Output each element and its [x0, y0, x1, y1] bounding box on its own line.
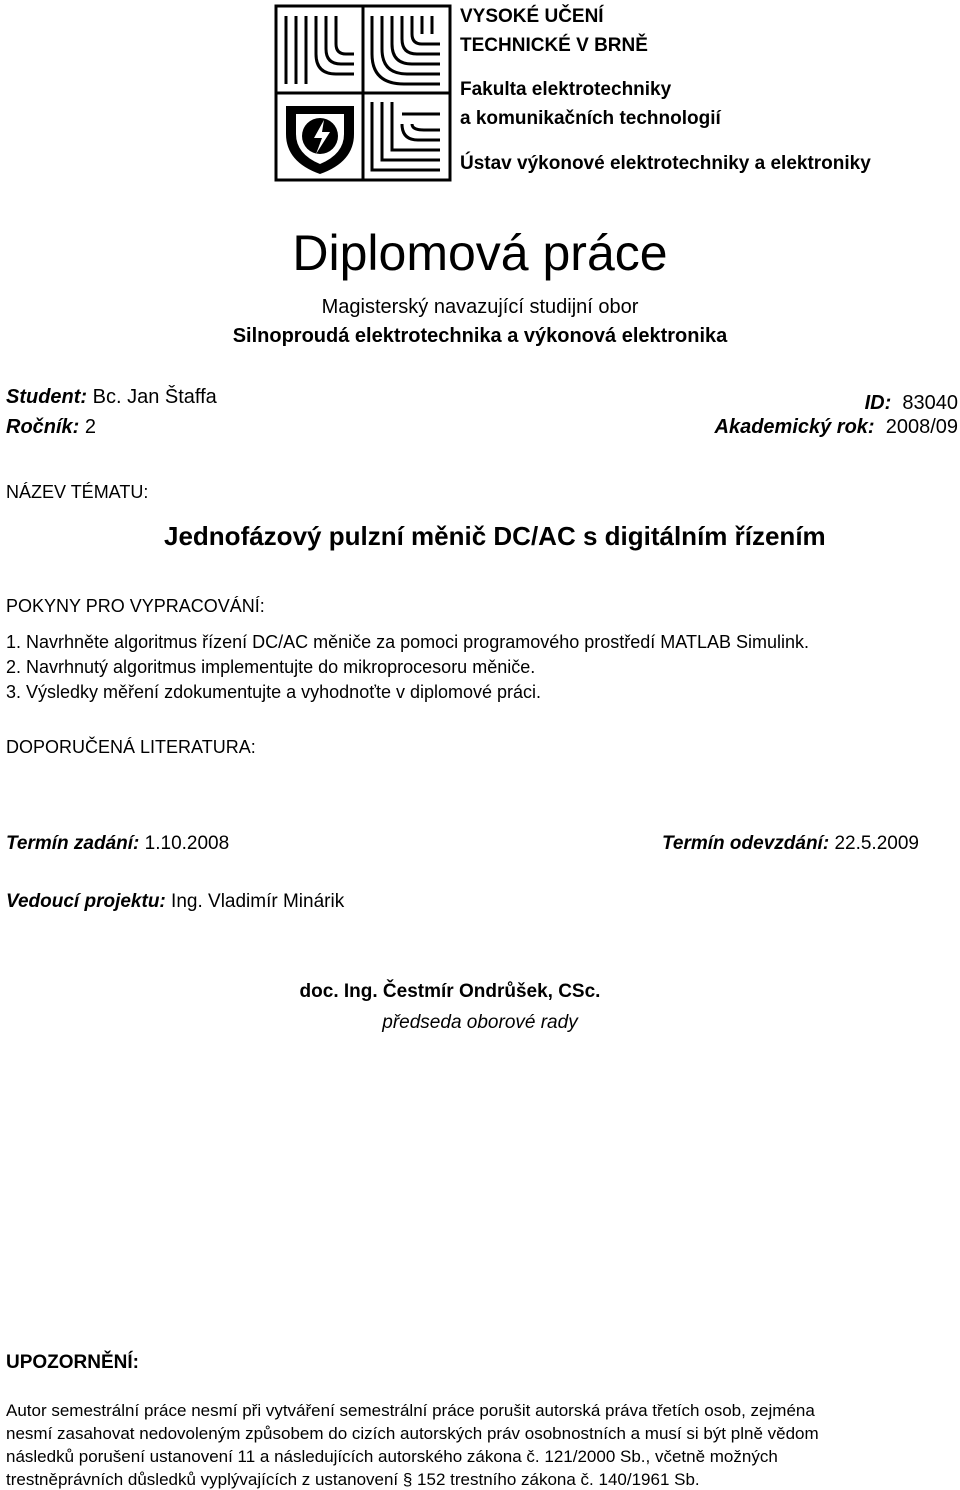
chair-name: doc. Ing. Čestmír Ondrůšek, CSc.: [299, 981, 601, 1002]
institute-name: Ústav výkonové elektrotechniky a elektroniky: [460, 153, 871, 174]
field-name: Silnoproudá elektrotechnika a výkonová elektronika: [232, 325, 728, 347]
assigned-date-value: 1.10.2008: [144, 833, 230, 854]
supervisor-row: [6, 891, 344, 913]
notice-label: UPOZORNĚNÍ:: [6, 1352, 139, 1373]
topic-label: NÁZEV TÉMATU:: [6, 482, 149, 502]
notice-line: nesmí zasahovat nedovoleným způsobem do cizích autorských práv osobnostních a musí si být plně vědom: [6, 1424, 819, 1443]
topic-title: Jednofázový pulzní měnič DC/AC s digitálním řízením: [164, 521, 826, 551]
id-row: [865, 392, 958, 415]
faculty-name-line1: Fakulta elektrotechniky: [460, 79, 672, 100]
year-row: [6, 416, 96, 439]
chair-role: předseda oborové rady: [382, 1012, 578, 1033]
student-value: Bc. Jan Štaffa: [92, 386, 217, 408]
instructions-label: POKYNY PRO VYPRACOVÁNÍ:: [6, 596, 265, 616]
supervisor-value: Ing. Vladimír Minárik: [171, 891, 345, 912]
faculty-name-line2: a komunikačních technologií: [460, 108, 721, 129]
year-value: 2: [84, 416, 97, 438]
student-row: [6, 386, 217, 409]
due-date-value: 22.5.2009: [834, 833, 919, 854]
academic-year-value: 2008/09: [885, 416, 958, 438]
university-name-line1: VYSOKÉ UČENÍ: [460, 6, 604, 27]
student-label: Student:: [6, 386, 88, 408]
due-date-label: Termín odevzdání:: [662, 833, 830, 854]
university-name-line2: TECHNICKÉ V BRNĚ: [460, 35, 648, 56]
academic-year-row: [715, 416, 959, 439]
instruction-item: 2. Navrhnutý algoritmus implementujte do mikroprocesoru měniče.: [6, 657, 536, 677]
instruction-item: 3. Výsledky měření zdokumentujte a vyhodnoťte v diplomové práci.: [6, 682, 542, 702]
program-name: Magisterský navazující studijní obor: [321, 296, 639, 318]
notice-line: trestněprávních důsledků vyplývajících z ustanovení § 152 trestního zákona č. 140/1961 Sb.: [6, 1470, 700, 1489]
supervisor-label: Vedoucí projektu:: [6, 891, 166, 912]
assigned-date-label: Termín zadání:: [6, 833, 140, 854]
assigned-date-row: [6, 833, 229, 855]
id-value: 83040: [902, 392, 958, 414]
academic-year-label: Akademický rok:: [714, 416, 875, 438]
notice-line: následků porušení ustanovení 11 a následujících autorského zákona č. 121/2000 Sb., včetně možných: [6, 1447, 778, 1466]
id-label: ID:: [864, 392, 892, 414]
due-date-row: [662, 833, 919, 855]
year-label: Ročník:: [6, 416, 80, 438]
notice-line: Autor semestrální práce nesmí při vytváření semestrální práce porušit autorská práva třetích osob, zejména: [6, 1401, 815, 1420]
instruction-item: 1. Navrhněte algoritmus řízení DC/AC měniče za pomoci programového prostředí MATLAB Simulink.: [6, 632, 809, 652]
literature-label: DOPORUČENÁ LITERATURA:: [6, 737, 256, 757]
university-logo: [274, 4, 452, 182]
document-title: Diplomová práce: [292, 225, 668, 281]
